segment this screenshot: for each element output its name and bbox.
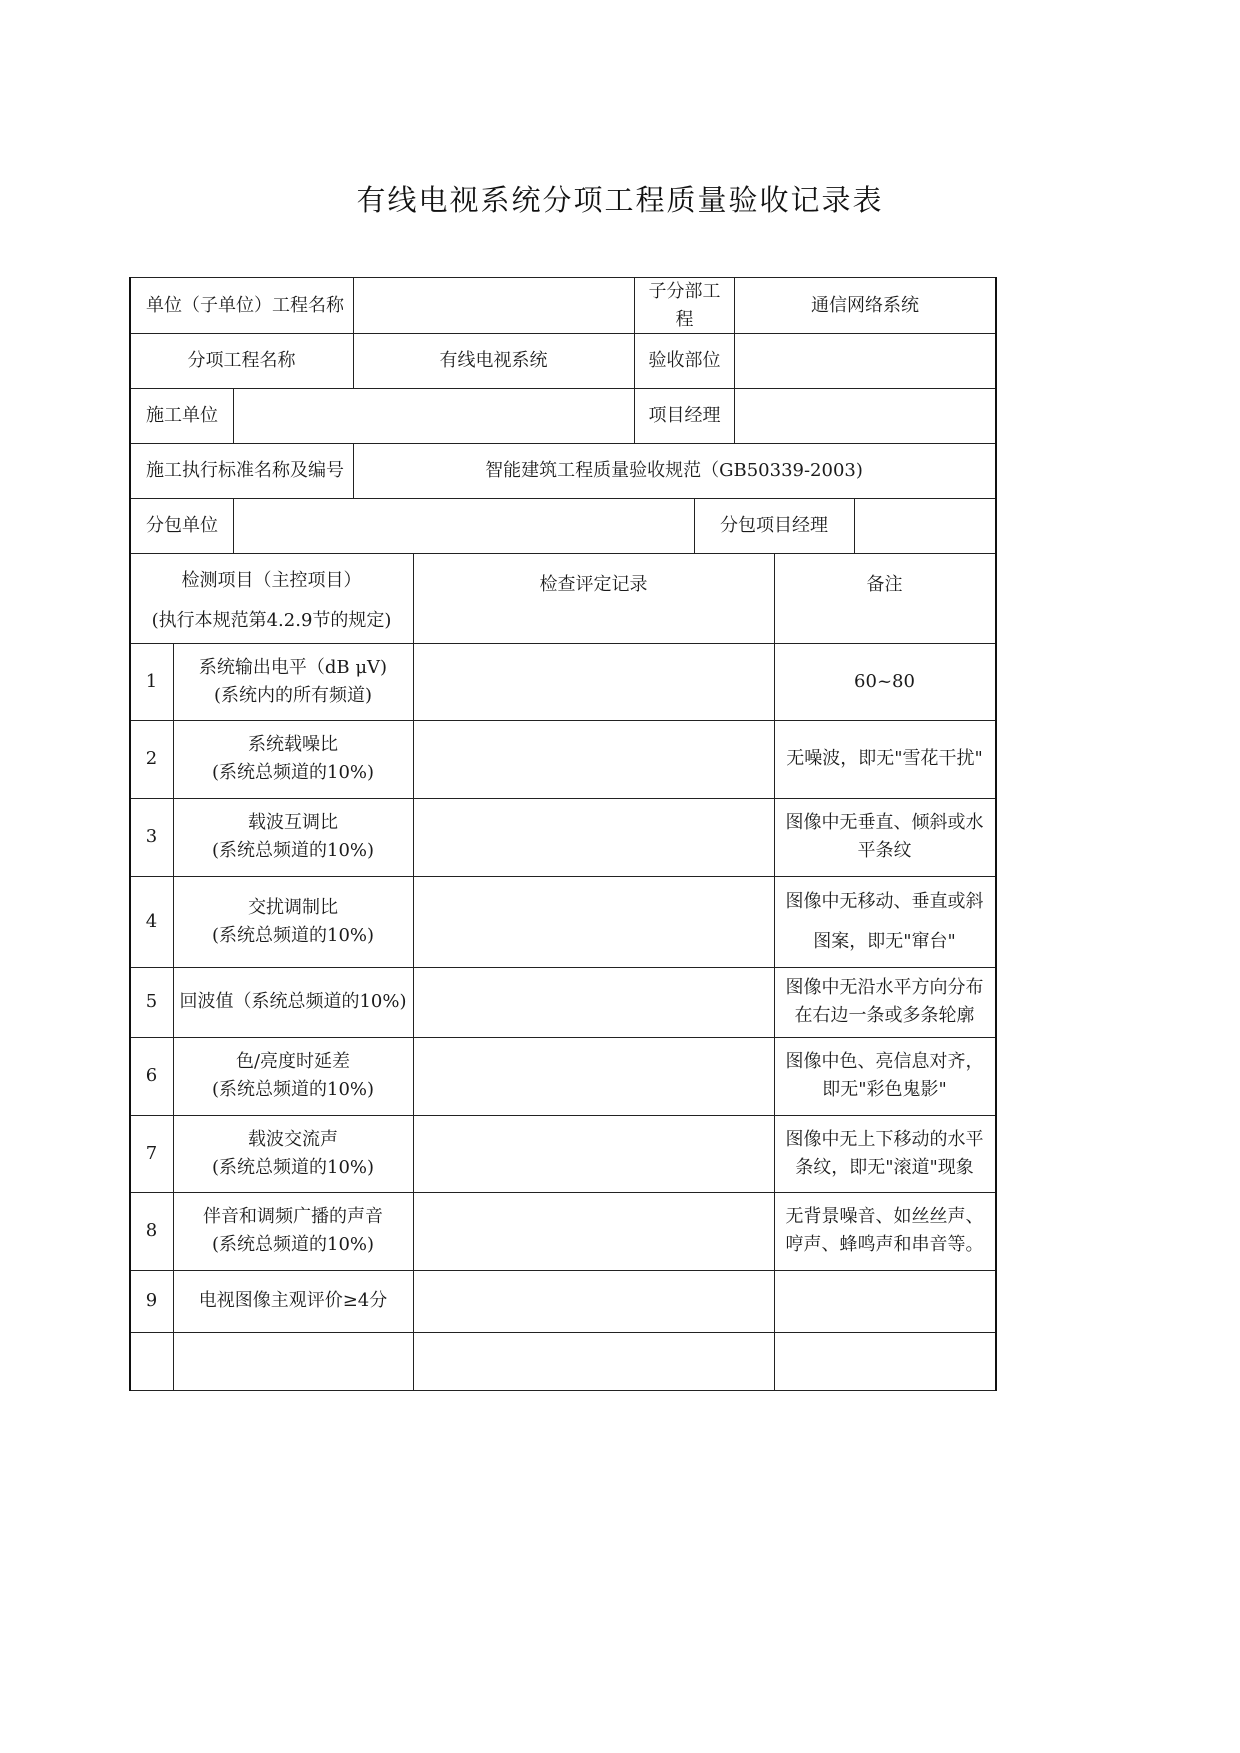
inspection-item-line1: 载波交流声 bbox=[248, 1128, 338, 1150]
grid-line bbox=[734, 388, 735, 444]
inspection-item-line2: (系统总频道的10%) bbox=[211, 1079, 375, 1100]
remark-line2: 在右边一条或多条轮廓 bbox=[794, 1005, 975, 1026]
subdept-label: 子分部工程 bbox=[648, 280, 721, 330]
grid-line bbox=[995, 277, 997, 1391]
unit-name-field[interactable] bbox=[353, 278, 634, 333]
manager-label: 项目经理 bbox=[648, 404, 721, 426]
remark-line1: 图像中无沿水平方向分布 bbox=[785, 977, 984, 998]
row-number: 7 bbox=[145, 1142, 158, 1164]
inspection-item-line2: (系统内的所有频道) bbox=[213, 684, 373, 706]
grid-line bbox=[634, 277, 635, 334]
grid-line bbox=[129, 720, 996, 721]
remark-line1: 无背景噪音、如丝丝声、 bbox=[785, 1206, 984, 1227]
grid-line bbox=[129, 1390, 996, 1391]
inspection-record-field[interactable] bbox=[413, 643, 774, 720]
grid-line bbox=[233, 388, 234, 444]
inspection-item-line1: 系统载噪比 bbox=[248, 734, 338, 755]
inspection-item bbox=[173, 1270, 413, 1332]
inspection-record-field[interactable] bbox=[413, 1270, 774, 1332]
standard-label: 施工执行标准名称及编号 bbox=[146, 459, 344, 481]
grid-line bbox=[129, 1037, 996, 1038]
inspection-record-field[interactable] bbox=[413, 798, 774, 876]
unit-name-label: 单位（子单位）工程名称 bbox=[146, 294, 344, 316]
grid-line bbox=[129, 553, 996, 554]
inspection-item bbox=[173, 1037, 413, 1115]
grid-line bbox=[734, 333, 735, 389]
inspection-item-line2: (系统总频道的10%) bbox=[211, 1234, 375, 1255]
remark-line1: 无噪波，即无"雪花干扰" bbox=[786, 748, 983, 769]
inspection-item bbox=[173, 876, 413, 967]
inspection-item-line2: (系统总频道的10%) bbox=[211, 840, 375, 861]
grid-line bbox=[233, 498, 234, 554]
grid-line bbox=[774, 553, 775, 1391]
inspection-item-line1: 回波值（系统总频道的10%) bbox=[179, 991, 407, 1012]
grid-line bbox=[413, 553, 414, 1391]
inspection-item bbox=[173, 643, 413, 720]
inspection-item-line2: (系统总频道的10%) bbox=[211, 924, 375, 946]
page-title: 有线电视系统分项工程质量验收记录表 bbox=[356, 183, 884, 217]
grid-line bbox=[129, 333, 996, 334]
remark-cell bbox=[774, 1270, 995, 1332]
remark-cell bbox=[774, 798, 995, 876]
remark-column-header: 备注 bbox=[866, 574, 903, 595]
inspection-record-field[interactable] bbox=[413, 1192, 774, 1270]
sub-manager-field[interactable] bbox=[854, 498, 995, 553]
builder-field[interactable] bbox=[233, 388, 634, 443]
subcontractor-label: 分包单位 bbox=[146, 514, 218, 536]
subdept-field[interactable]: 通信网络系统 bbox=[811, 294, 919, 316]
builder-label: 施工单位 bbox=[146, 404, 218, 426]
inspection-item-line1: 交扰调制比 bbox=[248, 896, 338, 918]
inspection-record-field[interactable] bbox=[413, 876, 774, 967]
inspection-item bbox=[173, 720, 413, 798]
part-field[interactable] bbox=[735, 333, 995, 388]
grid-line bbox=[694, 498, 695, 554]
grid-line bbox=[734, 277, 735, 334]
remark-line2: 图案，即无"窜台" bbox=[813, 930, 956, 952]
remark-cell bbox=[774, 720, 995, 798]
inspection-item bbox=[173, 798, 413, 876]
inspection-item-line1: 伴音和调频广播的声音 bbox=[203, 1206, 383, 1227]
grid-line bbox=[353, 333, 354, 389]
remark-cell bbox=[774, 967, 995, 1037]
row-number: 9 bbox=[145, 1290, 158, 1311]
grid-line bbox=[129, 277, 996, 278]
remark-line2: 哼声、蜂鸣声和串音等。 bbox=[785, 1234, 984, 1255]
row-number: 2 bbox=[145, 748, 158, 769]
grid-line bbox=[129, 798, 996, 799]
inspection-item bbox=[173, 1192, 413, 1270]
grid-line bbox=[129, 498, 996, 499]
inspection-record-field[interactable] bbox=[413, 1332, 774, 1390]
inspection-item bbox=[173, 967, 413, 1037]
grid-line bbox=[353, 443, 354, 499]
grid-line bbox=[634, 333, 635, 389]
inspection-item-line1: 系统输出电平（dB μV) bbox=[198, 656, 388, 678]
row-number: 6 bbox=[145, 1065, 158, 1086]
remark-cell bbox=[774, 1115, 995, 1192]
sub-manager-label: 分包项目经理 bbox=[720, 514, 828, 536]
record-column-header: 检查评定记录 bbox=[539, 574, 648, 595]
grid-line bbox=[854, 498, 855, 554]
grid-line bbox=[173, 643, 174, 1391]
inspection-item-line2: (系统总频道的10%) bbox=[211, 1156, 375, 1178]
row-number: 4 bbox=[145, 910, 158, 932]
remark-cell bbox=[774, 1332, 995, 1390]
remark-line2: 条纹，即无"滚道"现象 bbox=[795, 1156, 974, 1178]
item-name-label: 分项工程名称 bbox=[187, 349, 296, 371]
grid-line bbox=[129, 1115, 996, 1116]
inspection-record-field[interactable] bbox=[413, 1115, 774, 1192]
inspection-record-field[interactable] bbox=[413, 1037, 774, 1115]
inspection-record-field[interactable] bbox=[413, 720, 774, 798]
remark-line1: 60~80 bbox=[854, 670, 915, 692]
grid-line bbox=[129, 277, 131, 1391]
inspection-item-line1: 色/亮度时延差 bbox=[235, 1051, 351, 1072]
subcontractor-field[interactable] bbox=[233, 498, 694, 553]
inspection-item bbox=[173, 1115, 413, 1192]
grid-line bbox=[634, 388, 635, 444]
grid-line bbox=[129, 1270, 996, 1271]
remark-line1: 图像中无上下移动的水平 bbox=[785, 1128, 984, 1150]
remark-line2: 平条纹 bbox=[857, 840, 912, 861]
grid-line bbox=[129, 967, 996, 968]
part-label: 验收部位 bbox=[648, 349, 721, 371]
grid-line bbox=[129, 443, 996, 444]
grid-line bbox=[129, 643, 996, 644]
remark-line1: 图像中无移动、垂直或斜 bbox=[785, 890, 984, 912]
standard-field[interactable]: 智能建筑工程质量验收规范（GB50339-2003) bbox=[485, 459, 863, 481]
grid-line bbox=[129, 1192, 996, 1193]
inspection-record-field[interactable] bbox=[413, 967, 774, 1037]
row-number bbox=[130, 1332, 173, 1390]
inspection-item-line1: 电视图像主观评价≥4分 bbox=[198, 1290, 388, 1311]
grid-line bbox=[129, 1332, 996, 1333]
row-number: 8 bbox=[145, 1220, 158, 1241]
remark-line1: 图像中色、亮信息对齐， bbox=[785, 1051, 984, 1072]
remark-line1: 图像中无垂直、倾斜或水 bbox=[785, 812, 984, 833]
inspection-item-line2: (系统总频道的10%) bbox=[211, 762, 375, 783]
remark-cell bbox=[774, 1037, 995, 1115]
remark-line2: 即无"彩色鬼影" bbox=[822, 1079, 947, 1100]
grid-line bbox=[353, 277, 354, 334]
inspection-item-line1: 载波互调比 bbox=[248, 812, 338, 833]
item-column-header-line1: 检测项目（主控项目） bbox=[181, 570, 362, 591]
inspection-item bbox=[173, 1332, 413, 1390]
grid-line bbox=[129, 388, 996, 389]
row-number: 1 bbox=[145, 670, 158, 692]
grid-line bbox=[129, 876, 996, 877]
remark-cell bbox=[774, 876, 995, 967]
manager-field[interactable] bbox=[735, 388, 995, 443]
item-column-header-line2: (执行本规范第4.2.9节的规定) bbox=[151, 610, 392, 631]
item-name-field[interactable]: 有线电视系统 bbox=[439, 349, 548, 371]
row-number: 3 bbox=[145, 826, 158, 847]
row-number: 5 bbox=[145, 991, 158, 1012]
remark-cell bbox=[774, 1192, 995, 1270]
remark-cell bbox=[774, 643, 995, 720]
item-column-header bbox=[130, 553, 413, 643]
